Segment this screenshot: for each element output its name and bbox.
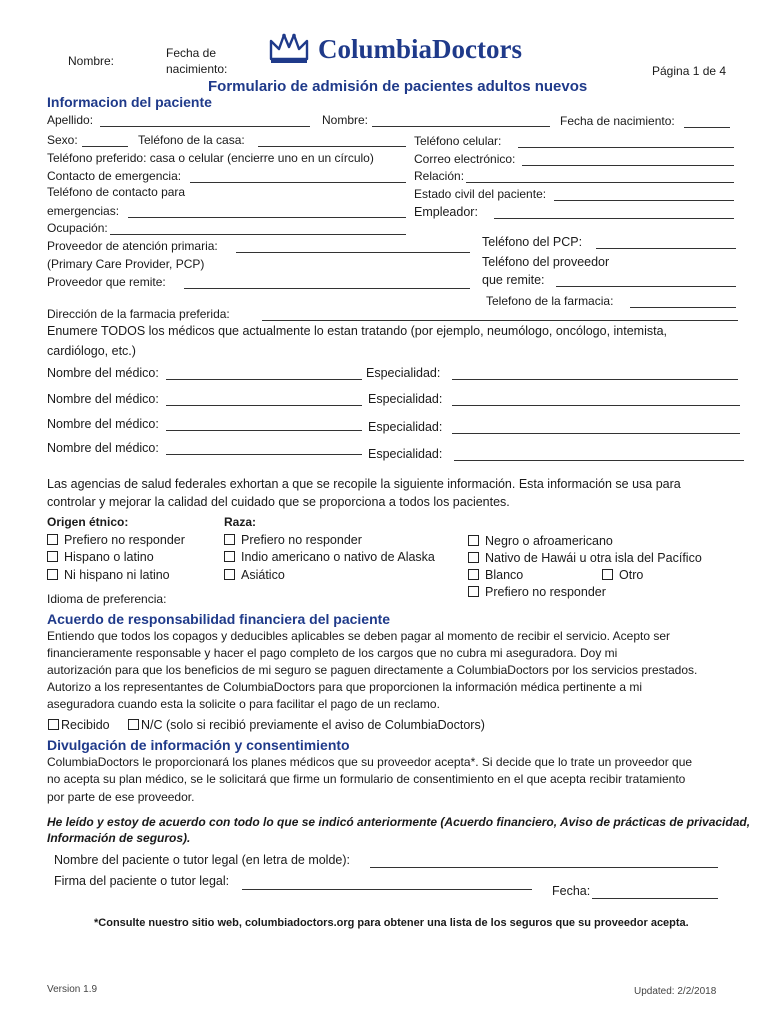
raza-option[interactable]: Prefiero no responder <box>224 533 362 547</box>
fecha-field[interactable] <box>592 898 718 899</box>
ocupacion-label: Ocupación: <box>47 221 108 235</box>
estado-civil-label: Estado civil del paciente: <box>414 187 547 201</box>
apellido-field[interactable] <box>100 126 310 127</box>
especialidad-field[interactable] <box>454 460 744 461</box>
logo-text: ColumbiaDoctors <box>318 34 522 64</box>
federal-text: Las agencias de salud federales exhortan a que se recopile la siguiente información. Esta información se usa para <box>47 477 681 491</box>
especialidad-label: Especialidad: <box>368 392 443 406</box>
checkbox[interactable] <box>224 551 235 562</box>
checkbox[interactable] <box>47 551 58 562</box>
dir-farmacia-field[interactable] <box>262 320 738 321</box>
federal-text-2: controlar y mejorar la calidad del cuidado que se proporciona a todos los pacientes. <box>47 495 510 509</box>
empleador-label: Empleador: <box>414 205 478 219</box>
nombre-medico-field[interactable] <box>166 405 362 406</box>
raza-option-otro[interactable]: Otro <box>602 568 643 582</box>
relacion-field[interactable] <box>466 182 734 183</box>
checkbox[interactable] <box>468 569 479 580</box>
tel-casa-field[interactable] <box>258 146 406 147</box>
tel-pcp-label: Teléfono del PCP: <box>482 235 583 249</box>
nombre-medico-label: Nombre del médico: <box>47 441 159 455</box>
relacion-label: Relación: <box>414 169 465 183</box>
tel-contacto-field[interactable] <box>128 217 406 218</box>
sexo-label: Sexo: <box>47 133 78 147</box>
page-number: Página 1 de 4 <box>652 64 727 78</box>
correo-field[interactable] <box>522 165 734 166</box>
origen-option[interactable]: Prefiero no responder <box>47 533 185 547</box>
disclosure-text: por parte de ese proveedor. <box>47 790 195 804</box>
raza-option[interactable]: Negro o afroamericano <box>468 534 613 548</box>
financial-text: autorización para que los beneficios de mi seguro se paguen directamente a ColumbiaDoctors por los servicios prestados. <box>47 663 698 677</box>
estado-civil-field[interactable] <box>554 200 734 201</box>
fecha-label: Fecha: <box>552 884 591 898</box>
financial-text: financieramente responsable y hacer el pago completo de los cargos que no cubra mi aseguradora. Doy mi <box>47 646 618 660</box>
recibido-option[interactable]: Recibido <box>48 718 110 732</box>
idioma-label: Idioma de preferencia: <box>47 592 167 606</box>
raza-option[interactable]: Indio americano o nativo de Alaska <box>224 550 435 564</box>
fecha-nac-label: Fecha de nacimiento: <box>560 114 675 128</box>
prov-remite-label: Proveedor que remite: <box>47 275 166 289</box>
updated-text: Updated: 2/2/2018 <box>634 986 717 997</box>
checkbox[interactable] <box>468 535 479 546</box>
tel-farmacia-field[interactable] <box>630 307 736 308</box>
enumere-text: Enumere TODOS los médicos que actualmente lo estan tratando (por ejemplo, neumólogo, oncólogo, intemista, <box>47 324 668 338</box>
tel-prov-remite-field[interactable] <box>556 286 736 287</box>
origen-label: Origen étnico: <box>47 515 129 529</box>
firma-field[interactable] <box>242 889 532 890</box>
section-heading-patient: Informacion del paciente <box>47 94 212 110</box>
especialidad-label: Especialidad: <box>368 420 443 434</box>
checkbox[interactable] <box>128 719 139 730</box>
correo-label: Correo electrónico: <box>414 152 516 166</box>
tel-pref-label: Teléfono preferido: casa o celular (encierre uno en un círculo) <box>47 151 374 165</box>
nombre-tutor-field[interactable] <box>370 867 718 868</box>
header-nombre-label: Nombre: <box>68 54 115 68</box>
contacto-emerg-field[interactable] <box>190 182 406 183</box>
prov-remite-field[interactable] <box>184 288 470 289</box>
especialidad-label: Especialidad: <box>368 447 443 461</box>
tel-farmacia-label: Telefono de la farmacia: <box>486 294 614 308</box>
proveedor-field[interactable] <box>236 252 470 253</box>
firma-label: Firma del paciente o tutor legal: <box>54 874 230 888</box>
tel-celular-field[interactable] <box>518 147 734 148</box>
tel-celular-label: Teléfono celular: <box>414 134 502 148</box>
nombre-medico-field[interactable] <box>166 454 362 455</box>
nombre-field[interactable] <box>372 126 550 127</box>
footnote: *Consulte nuestro sitio web, columbiadoctors.org para obtener una lista de los seguros que su proveedor acepta. <box>94 917 689 929</box>
contacto-emerg-label: Contacto de emergencia: <box>47 169 182 183</box>
especialidad-field[interactable] <box>452 379 738 380</box>
tel-casa-label: Teléfono de la casa: <box>138 133 245 147</box>
nc-option[interactable]: N/C (solo si recibió previamente el aviso de ColumbiaDoctors) <box>128 718 485 732</box>
tel-contacto-label: Teléfono de contacto para <box>47 185 186 199</box>
origen-option[interactable]: Hispano o latino <box>47 550 154 564</box>
tel-prov-remite-label-2: que remite: <box>482 273 545 287</box>
proveedor-label-2: (Primary Care Provider, PCP) <box>47 257 205 271</box>
nombre-medico-label: Nombre del médico: <box>47 392 159 406</box>
sexo-field[interactable] <box>82 146 128 147</box>
empleador-field[interactable] <box>494 218 734 219</box>
origen-option[interactable]: Ni hispano ni latino <box>47 568 170 582</box>
nombre-medico-field[interactable] <box>166 379 362 380</box>
checkbox[interactable] <box>224 569 235 580</box>
apellido-label: Apellido: <box>47 113 94 127</box>
especialidad-field[interactable] <box>452 433 740 434</box>
dir-farmacia-label: Dirección de la farmacia preferida: <box>47 307 230 321</box>
proveedor-label: Proveedor de atención primaria: <box>47 239 218 253</box>
enumere-text-2: cardiólogo, etc.) <box>47 344 136 358</box>
raza-label: Raza: <box>224 515 257 529</box>
checkbox[interactable] <box>47 534 58 545</box>
raza-option[interactable]: Nativo de Hawái u otra isla del Pacífico <box>468 551 702 565</box>
nombre-medico-label: Nombre del médico: <box>47 417 159 431</box>
agreement-text: He leído y estoy de acuerdo con todo lo que se indicó anteriormente (Acuerdo financiero, Aviso de prácticas de privacidad, <box>47 815 751 829</box>
checkbox[interactable] <box>47 569 58 580</box>
checkbox[interactable] <box>224 534 235 545</box>
nombre-tutor-label: Nombre del paciente o tutor legal (en letra de molde): <box>54 853 350 867</box>
tel-prov-remite-label: Teléfono del proveedor <box>482 255 610 269</box>
tel-pcp-field[interactable] <box>596 248 736 249</box>
tel-contacto-label-2: emergencias: <box>47 204 120 218</box>
especialidad-label: Especialidad: <box>366 366 441 380</box>
agreement-text-2: Información de seguros). <box>47 831 191 845</box>
checkbox[interactable] <box>468 552 479 563</box>
ocupacion-field[interactable] <box>110 234 406 235</box>
raza-option[interactable]: Blanco <box>468 568 523 582</box>
raza-option[interactable]: Prefiero no responder <box>468 585 606 599</box>
section-heading-financial: Acuerdo de responsabilidad financiera del paciente <box>47 611 391 627</box>
financial-text: aseguradora cuando esta la solicite o para facilitar el pago de un reclamo. <box>47 697 440 711</box>
disclosure-text: no acepta su plan médico, se le solicitará que firme un formulario de consentimiento en el que acepta recibir tratamiento <box>47 772 686 786</box>
checkbox[interactable] <box>48 719 59 730</box>
disclosure-text: ColumbiaDoctors le proporcionará los planes médicos que su proveedor acepta*. Si decide que lo trate un proveedor que <box>47 755 693 769</box>
form-title: Formulario de admisión de pacientes adultos nuevos <box>208 78 588 95</box>
especialidad-field[interactable] <box>452 405 740 406</box>
header-fecha-label: Fecha de <box>166 46 217 60</box>
financial-text: Autorizo a los representantes de ColumbiaDoctors para que proporcionen la información médica pertinente a mi <box>47 680 642 694</box>
checkbox[interactable] <box>468 586 479 597</box>
nombre-medico-label: Nombre del médico: <box>47 366 159 380</box>
nombre-medico-field[interactable] <box>166 430 362 431</box>
header-nacimiento-label: nacimiento: <box>166 62 228 76</box>
raza-option[interactable]: Asiático <box>224 568 285 582</box>
financial-text: Entiendo que todos los copagos y deducibles aplicables se deben pagar al momento de recibir el servicio. Acepto ser <box>47 629 671 643</box>
fecha-nac-field[interactable] <box>684 127 730 128</box>
version-text: Version 1.9 <box>47 984 98 995</box>
nombre-label: Nombre: <box>322 113 369 127</box>
crown-icon <box>268 33 310 70</box>
checkbox[interactable] <box>602 569 613 580</box>
section-heading-disclosure: Divulgación de información y consentimiento <box>47 737 350 753</box>
